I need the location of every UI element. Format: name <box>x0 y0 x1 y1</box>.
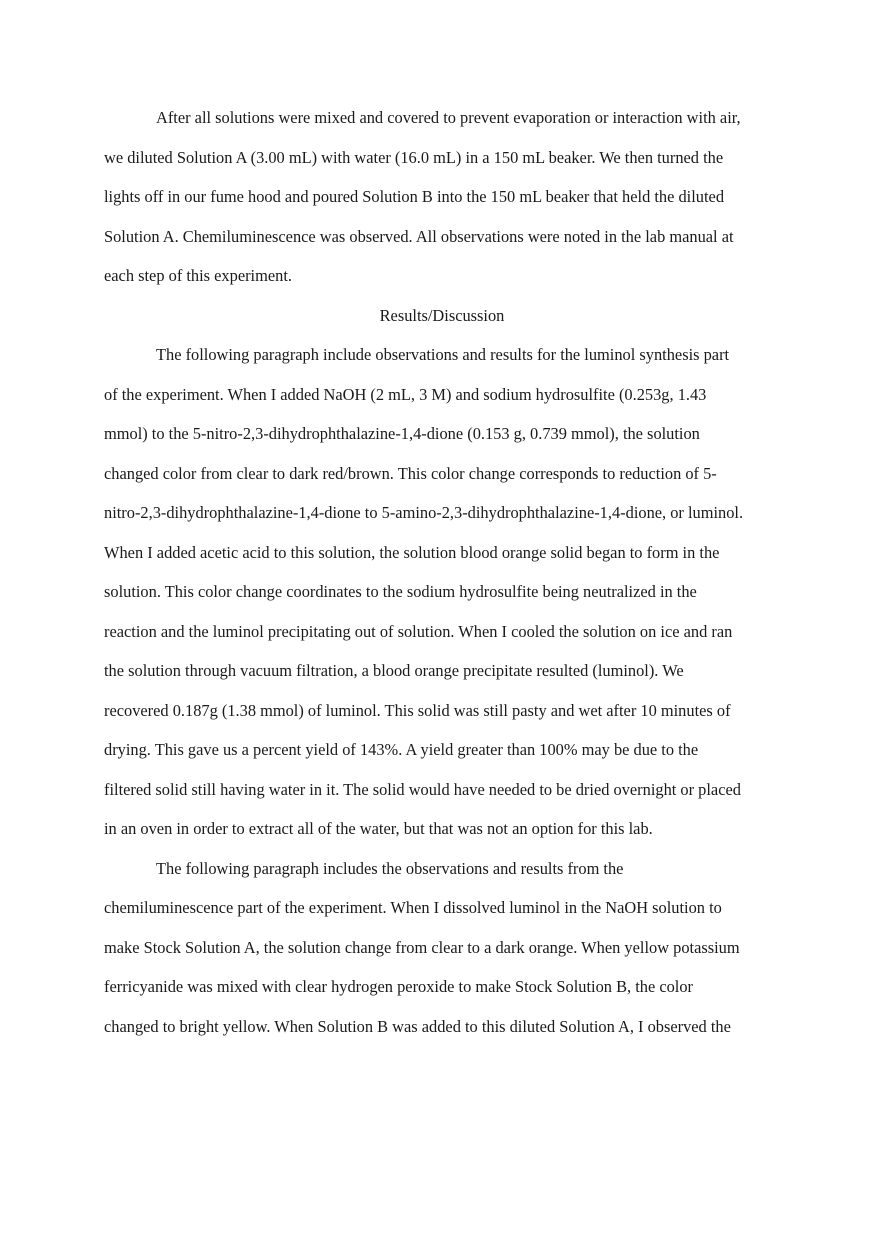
text-line: lights off in our fume hood and poured Solution B into the 150 mL beaker that held the diluted <box>104 187 725 206</box>
text-line: Solution A. Chemiluminescence was observed. All observations were noted in the lab manual at <box>104 226 734 246</box>
text-line: in an oven in order to extract all of the water, but that was not an option for this lab. <box>104 819 653 838</box>
text-line: filtered solid still having water in it. The solid would have needed to be dried overnight or placed <box>104 779 741 799</box>
text-line: drying. This gave us a percent yield of 143%. A yield greater than 100% may be due to the <box>104 740 699 759</box>
text-line: ferricyanide was mixed with clear hydrogen peroxide to make Stock Solution B, the color <box>104 977 693 996</box>
text-line: changed to bright yellow. When Solution B was added to this diluted Solution A, I observed the <box>104 1016 731 1036</box>
paragraph-chemiluminescence <box>104 849 780 1047</box>
text-line: The following paragraph includes the observations and results from the <box>156 858 624 878</box>
text-line: the solution through vacuum filtration, a blood orange precipitate resulted (luminol). We <box>104 661 684 680</box>
paragraph-procedure <box>104 98 780 296</box>
text-line: nitro-2,3-dihydrophthalazine-1,4-dione to 5-amino-2,3-dihydrophthalazine-1,4-dione, or luminol. <box>104 503 744 522</box>
text-line: After all solutions were mixed and covered to prevent evaporation or interaction with air, <box>156 108 741 127</box>
document-page <box>104 98 780 1046</box>
text-line: changed color from clear to dark red/brown. This color change corresponds to reduction of 5- <box>104 463 717 483</box>
text-line: make Stock Solution A, the solution change from clear to a dark orange. When yellow potassium <box>104 937 740 957</box>
text-line: When I added acetic acid to this solution, the solution blood orange solid began to form in the <box>104 542 720 562</box>
text-line: mmol) to the 5-nitro-2,3-dihydrophthalazine-1,4-dione (0.153 g, 0.739 mmol), the solution <box>104 424 700 443</box>
text-line: chemiluminescence part of the experiment. When I dissolved luminol in the NaOH solution to <box>104 898 722 917</box>
text-line: recovered 0.187g (1.38 mmol) of luminol. This solid was still pasty and wet after 10 minutes of <box>104 700 731 720</box>
section-heading: Results/Discussion <box>379 305 505 325</box>
text-line: reaction and the luminol precipitating out of solution. When I cooled the solution on ice and ran <box>104 621 733 641</box>
text-line: The following paragraph include observations and results for the luminol synthesis part <box>156 345 730 364</box>
paragraph-luminol-synthesis <box>104 335 780 849</box>
text-line: solution. This color change coordinates to the sodium hydrosulfite being neutralized in the <box>104 582 697 601</box>
text-line: we diluted Solution A (3.00 mL) with water (16.0 mL) in a 150 mL beaker. We then turned the <box>104 147 724 167</box>
text-line: of the experiment. When I added NaOH (2 mL, 3 M) and sodium hydrosulfite (0.253g, 1.43 <box>104 384 707 404</box>
text-line: each step of this experiment. <box>104 266 292 285</box>
